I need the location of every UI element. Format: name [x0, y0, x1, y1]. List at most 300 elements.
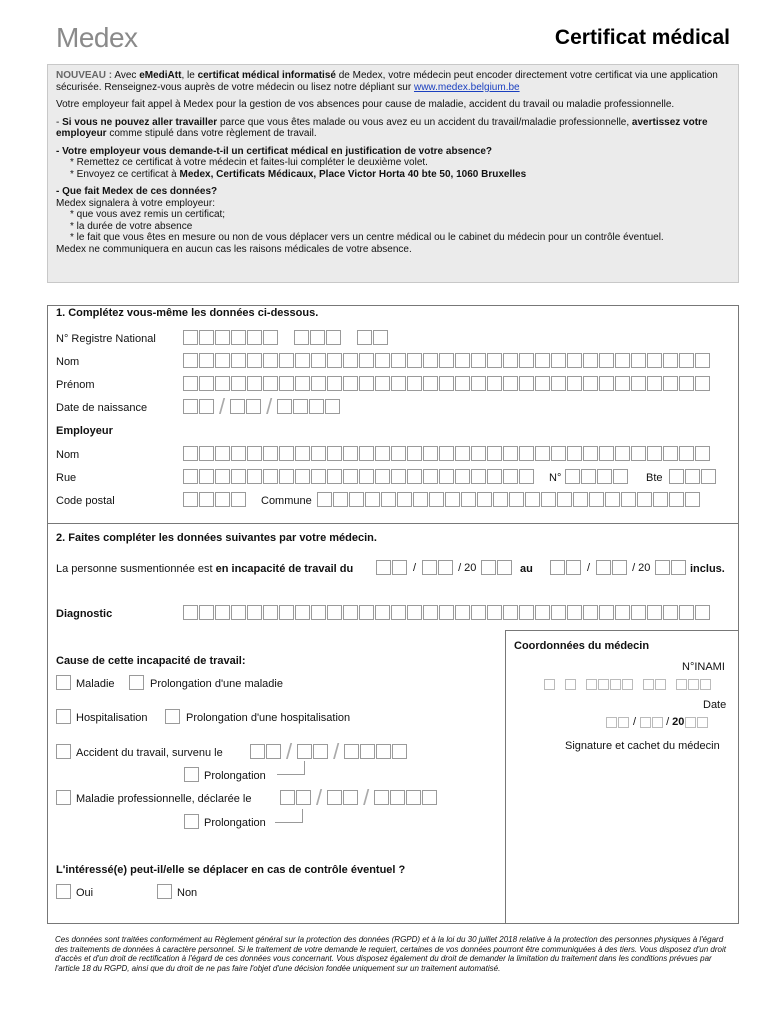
date-from-field[interactable]: / / 20 [376, 560, 512, 575]
char-box[interactable] [471, 376, 486, 391]
char-box[interactable] [669, 492, 684, 507]
cause-label: Cause de cette incapacité de travail: [56, 655, 246, 667]
char-box[interactable] [343, 469, 358, 484]
char-box[interactable] [423, 446, 438, 461]
char-box[interactable] [183, 399, 198, 414]
char-box[interactable] [551, 605, 566, 620]
char-box[interactable] [583, 376, 598, 391]
char-box[interactable] [183, 605, 198, 620]
char-box[interactable] [647, 353, 662, 368]
incapacite-label: La personne susmentionnée est en incapacité de travail du [56, 563, 354, 575]
num-field[interactable] [565, 469, 628, 484]
char-box[interactable] [326, 330, 341, 345]
char-box[interactable] [397, 492, 412, 507]
char-box[interactable] [423, 469, 438, 484]
bte-label: Bte [646, 472, 663, 484]
char-box[interactable] [375, 376, 390, 391]
char-box[interactable] [535, 376, 550, 391]
char-box[interactable] [247, 605, 262, 620]
char-box[interactable] [247, 376, 262, 391]
char-box[interactable] [230, 399, 245, 414]
char-box[interactable] [231, 376, 246, 391]
char-box[interactable] [391, 376, 406, 391]
char-box[interactable] [183, 330, 198, 345]
char-box[interactable] [183, 492, 198, 507]
char-box[interactable] [311, 353, 326, 368]
char-box[interactable] [598, 679, 609, 690]
accident-date-field[interactable] [250, 739, 407, 764]
char-box[interactable] [313, 744, 328, 759]
char-box[interactable] [637, 492, 652, 507]
intro-p3: - Si vous ne pouvez aller travailler parce que vous êtes malade ou vous avez eu un accident du travail/maladie professionnelle, avertissez votre employeur comme stipulé dans votre règlement de travail. [56, 116, 708, 139]
char-box[interactable] [375, 469, 390, 484]
inclus-label: inclus. [690, 563, 725, 575]
char-box[interactable] [519, 469, 534, 484]
char-box[interactable] [266, 744, 281, 759]
char-box[interactable] [622, 679, 633, 690]
char-box[interactable] [279, 469, 294, 484]
char-box[interactable] [445, 492, 460, 507]
date-separator: / [316, 785, 323, 810]
char-box[interactable] [487, 353, 502, 368]
char-box[interactable] [567, 353, 582, 368]
char-box[interactable] [215, 376, 230, 391]
char-box[interactable] [359, 469, 374, 484]
char-box[interactable] [247, 446, 262, 461]
char-box[interactable] [583, 605, 598, 620]
char-box[interactable] [439, 469, 454, 484]
doctor-box [505, 630, 739, 924]
char-box[interactable] [663, 605, 678, 620]
char-box[interactable] [583, 353, 598, 368]
maladie-label: Maladie [76, 678, 115, 690]
gdpr-notice: Ces données sont traitées conformément au Règlement général sur la protection des données (RGPD) et à la loi du 30 juillet 2018 relative à la protection des personnes physiques à l'égard des traitements de données à caractère personnel. Si le traitement de votre demande le requiert, certaines de vos données pourront être communiquées à des tiers. Vous disposez d'un droit d'accès et d'un droit de rectification à l'égard de ces données vous concernant. Vous disposez également du droit de demander la limitation du traitement dans les conditions prévues par l'article 18 du RGPD, ainsi que du droit de ne pas faire l'objet d'une décision fondée uniquement sur un traitement automatisé. [55, 935, 726, 973]
char-box[interactable] [231, 492, 246, 507]
char-box[interactable] [535, 605, 550, 620]
char-box[interactable] [183, 469, 198, 484]
char-box[interactable] [695, 353, 710, 368]
accident-prol-label: Prolongation [204, 770, 266, 782]
char-box[interactable] [375, 446, 390, 461]
char-box[interactable] [391, 469, 406, 484]
char-box[interactable] [263, 446, 278, 461]
char-box[interactable] [429, 492, 444, 507]
char-box[interactable] [349, 492, 364, 507]
cp-field[interactable] [183, 492, 246, 507]
date-separator: / [219, 394, 226, 419]
num-label: N° [549, 472, 562, 484]
char-box[interactable] [343, 790, 358, 805]
char-box[interactable] [215, 469, 230, 484]
char-box[interactable] [263, 353, 278, 368]
char-box[interactable] [551, 376, 566, 391]
char-box[interactable] [583, 446, 598, 461]
char-box[interactable] [407, 469, 422, 484]
char-box[interactable] [231, 469, 246, 484]
char-box[interactable] [333, 492, 348, 507]
oui-label: Oui [76, 887, 94, 899]
char-box[interactable] [215, 353, 230, 368]
char-box[interactable] [359, 376, 374, 391]
char-box[interactable] [679, 605, 694, 620]
char-box[interactable] [615, 446, 630, 461]
char-box[interactable] [279, 446, 294, 461]
prol-hosp-label: Prolongation d'une hospitalisation [186, 712, 351, 724]
char-box[interactable] [471, 446, 486, 461]
char-box[interactable] [519, 376, 534, 391]
char-box[interactable] [343, 353, 358, 368]
char-box[interactable] [406, 790, 421, 805]
char-box[interactable] [685, 469, 700, 484]
char-box[interactable] [263, 376, 278, 391]
char-box[interactable] [471, 469, 486, 484]
char-box[interactable] [455, 353, 470, 368]
char-box[interactable] [581, 469, 596, 484]
char-box[interactable] [183, 376, 198, 391]
char-box[interactable] [311, 446, 326, 461]
char-box[interactable] [655, 679, 666, 690]
char-box[interactable] [295, 353, 310, 368]
diagnostic-field[interactable] [183, 605, 710, 620]
char-box[interactable] [199, 492, 214, 507]
char-box[interactable] [296, 790, 311, 805]
prenom-label: Prénom [56, 379, 95, 391]
char-box[interactable] [215, 330, 230, 345]
char-box[interactable] [247, 469, 262, 484]
char-box[interactable] [519, 446, 534, 461]
section-divider [47, 523, 739, 524]
char-box[interactable] [487, 376, 502, 391]
char-box[interactable] [471, 353, 486, 368]
char-box[interactable] [295, 469, 310, 484]
char-box[interactable] [279, 353, 294, 368]
char-box[interactable] [279, 605, 294, 620]
char-box[interactable] [519, 605, 534, 620]
char-box[interactable] [663, 376, 678, 391]
char-box[interactable] [599, 376, 614, 391]
char-box[interactable] [277, 399, 292, 414]
char-box[interactable] [567, 376, 582, 391]
char-box[interactable] [359, 446, 374, 461]
char-box[interactable] [487, 446, 502, 461]
char-box[interactable] [391, 353, 406, 368]
char-box[interactable] [392, 744, 407, 759]
char-box[interactable] [503, 446, 518, 461]
char-box[interactable] [199, 353, 214, 368]
char-box[interactable] [231, 330, 246, 345]
char-box[interactable] [376, 744, 391, 759]
char-box[interactable] [631, 446, 646, 461]
char-box[interactable] [455, 446, 470, 461]
char-box[interactable] [679, 446, 694, 461]
char-box[interactable] [663, 446, 678, 461]
char-box[interactable] [599, 353, 614, 368]
char-box[interactable] [525, 492, 540, 507]
char-box[interactable] [423, 605, 438, 620]
prol-hosp-checkbox[interactable] [165, 709, 180, 724]
char-box[interactable] [247, 353, 262, 368]
char-box[interactable] [325, 399, 340, 414]
prol-maladie-checkbox[interactable] [129, 675, 144, 690]
char-box[interactable] [439, 376, 454, 391]
char-box[interactable] [643, 679, 654, 690]
char-box[interactable] [439, 446, 454, 461]
char-box[interactable] [359, 605, 374, 620]
char-box[interactable] [557, 492, 572, 507]
char-box[interactable] [295, 446, 310, 461]
commune-field[interactable] [317, 492, 700, 507]
char-box[interactable] [375, 353, 390, 368]
inami-field[interactable] [544, 679, 712, 690]
char-box[interactable] [311, 605, 326, 620]
char-box[interactable] [688, 679, 699, 690]
nom-field[interactable] [183, 353, 710, 368]
char-box[interactable] [215, 492, 230, 507]
date-label: Date [703, 699, 727, 711]
char-box[interactable] [360, 744, 375, 759]
char-box[interactable] [390, 790, 405, 805]
char-box[interactable] [183, 353, 198, 368]
char-box[interactable] [310, 330, 325, 345]
char-box[interactable] [503, 353, 518, 368]
char-box[interactable] [503, 469, 518, 484]
char-box[interactable] [605, 492, 620, 507]
char-box[interactable] [599, 605, 614, 620]
char-box[interactable] [503, 376, 518, 391]
char-box[interactable] [391, 446, 406, 461]
intro-q1: - Votre employeur vous demande-t-il un certificat médical en justification de votre absence? * Remettez ce certificat à votre médecin et faites-lui compléter le deuxième volet. * Envoyez ce certificat à Medex, Certificats Médicaux, Place Victor Horta 40 bte 50, 1060 Bruxelles [56, 145, 527, 180]
intro-q2: - Que fait Medex de ces données? Medex signalera à votre employeur: * que vous avez remis un certificat; * la durée de votre absence * le fait que vous êtes en mesure ou non de vous déplacer vers un centre médical ou le cabinet du médecin pour un contrôle éventuel. Medex ne communiquera en aucun cas les raisons médicales de votre absence. [56, 186, 664, 255]
char-box[interactable] [295, 605, 310, 620]
char-box[interactable] [615, 605, 630, 620]
char-box[interactable] [297, 744, 312, 759]
char-box[interactable] [263, 469, 278, 484]
char-box[interactable] [263, 330, 278, 345]
char-box[interactable] [407, 376, 422, 391]
dob-field[interactable] [183, 394, 340, 419]
char-box[interactable] [280, 790, 295, 805]
char-box[interactable] [374, 790, 389, 805]
char-box[interactable] [621, 492, 636, 507]
char-box[interactable] [519, 353, 534, 368]
char-box[interactable] [565, 469, 580, 484]
char-box[interactable] [669, 469, 684, 484]
bte-field[interactable] [669, 469, 716, 484]
char-box[interactable] [279, 376, 294, 391]
char-box[interactable] [250, 744, 265, 759]
char-box[interactable] [477, 492, 492, 507]
hosp-checkbox[interactable] [56, 709, 71, 724]
char-box[interactable] [461, 492, 476, 507]
char-box[interactable] [599, 446, 614, 461]
char-box[interactable] [597, 469, 612, 484]
char-box[interactable] [676, 679, 687, 690]
emp-nom-field[interactable] [183, 446, 710, 461]
char-box[interactable] [231, 446, 246, 461]
char-box[interactable] [413, 492, 428, 507]
char-box[interactable] [455, 605, 470, 620]
char-box[interactable] [407, 446, 422, 461]
char-box[interactable] [357, 330, 372, 345]
char-box[interactable] [647, 376, 662, 391]
arrow-icon [277, 761, 305, 775]
page-title: Certificat médical [554, 26, 730, 49]
char-box[interactable] [503, 605, 518, 620]
intro-box [47, 64, 739, 283]
char-box[interactable] [551, 353, 566, 368]
char-box[interactable] [231, 605, 246, 620]
char-box[interactable] [631, 353, 646, 368]
char-box[interactable] [311, 376, 326, 391]
char-box[interactable] [631, 605, 646, 620]
char-box[interactable] [695, 446, 710, 461]
intro-p1: NOUVEAU : Avec eMediAtt, le certificat médical informatisé de Medex, votre médecin peut encoder directement votre certificat via une application sécurisée. Renseignez-vous auprès de votre médecin ou lisez notre dépliant sur www.medex.belgium.be [56, 70, 718, 93]
char-box[interactable] [231, 353, 246, 368]
char-box[interactable] [215, 446, 230, 461]
char-box[interactable] [679, 353, 694, 368]
char-box[interactable] [295, 376, 310, 391]
char-box[interactable] [423, 353, 438, 368]
char-box[interactable] [439, 605, 454, 620]
maladie-checkbox[interactable] [56, 675, 71, 690]
char-box[interactable] [375, 605, 390, 620]
char-box[interactable] [246, 399, 261, 414]
char-box[interactable] [199, 376, 214, 391]
section1-title: 1. Complétez vous-même les données ci-dessous. [56, 307, 319, 319]
maladie-pro-date-field[interactable] [280, 785, 437, 810]
date-separator: / [266, 394, 273, 419]
char-box[interactable] [199, 605, 214, 620]
au-label: au [520, 563, 533, 575]
char-box[interactable] [309, 399, 324, 414]
char-box[interactable] [695, 376, 710, 391]
char-box[interactable] [247, 330, 262, 345]
char-box[interactable] [653, 492, 668, 507]
char-box[interactable] [589, 492, 604, 507]
char-box[interactable] [647, 605, 662, 620]
char-box[interactable] [567, 605, 582, 620]
date-to-field[interactable]: / / 20 [550, 560, 686, 575]
cp-label: Code postal [56, 495, 115, 507]
oui-checkbox[interactable] [56, 884, 71, 899]
char-box[interactable] [565, 679, 576, 690]
char-box[interactable] [344, 744, 359, 759]
date-separator: / [286, 739, 293, 764]
char-box[interactable] [544, 679, 555, 690]
employeur-label: Employeur [56, 425, 113, 437]
char-box[interactable] [215, 605, 230, 620]
char-box[interactable] [359, 353, 374, 368]
char-box[interactable] [586, 679, 597, 690]
char-box[interactable] [183, 446, 198, 461]
maladie-pro-checkbox[interactable] [56, 790, 71, 805]
char-box[interactable] [471, 605, 486, 620]
char-box[interactable] [407, 605, 422, 620]
char-box[interactable] [535, 446, 550, 461]
char-box[interactable] [199, 469, 214, 484]
char-box[interactable] [343, 376, 358, 391]
char-box[interactable] [422, 790, 437, 805]
char-box[interactable] [365, 492, 380, 507]
char-box[interactable] [293, 399, 308, 414]
char-box[interactable] [294, 330, 309, 345]
prenom-field[interactable] [183, 376, 710, 391]
char-box[interactable] [263, 605, 278, 620]
char-box[interactable] [663, 353, 678, 368]
char-box[interactable] [381, 492, 396, 507]
char-box[interactable] [439, 353, 454, 368]
rrn-field[interactable] [183, 330, 388, 345]
char-box[interactable] [343, 605, 358, 620]
medex-logo: Medex [56, 22, 138, 53]
char-box[interactable] [551, 446, 566, 461]
char-box[interactable] [701, 469, 716, 484]
char-box[interactable] [509, 492, 524, 507]
accident-label: Accident du travail, survenu le [76, 747, 223, 759]
rue-label: Rue [56, 472, 77, 484]
char-box[interactable] [573, 492, 588, 507]
accident-prol-checkbox[interactable] [184, 767, 199, 782]
accident-checkbox[interactable] [56, 744, 71, 759]
char-box[interactable] [327, 790, 342, 805]
char-box[interactable] [647, 446, 662, 461]
rue-field[interactable] [183, 469, 534, 484]
char-box[interactable] [567, 446, 582, 461]
char-box[interactable] [199, 330, 214, 345]
char-box[interactable] [199, 446, 214, 461]
non-checkbox[interactable] [157, 884, 172, 899]
char-box[interactable] [535, 353, 550, 368]
char-box[interactable] [423, 376, 438, 391]
char-box[interactable] [493, 492, 508, 507]
char-box[interactable] [199, 399, 214, 414]
char-box[interactable] [487, 469, 502, 484]
char-box[interactable] [373, 330, 388, 345]
char-box[interactable] [407, 353, 422, 368]
char-box[interactable] [327, 353, 342, 368]
char-box[interactable] [700, 679, 711, 690]
char-box[interactable] [311, 469, 326, 484]
char-box[interactable] [343, 446, 358, 461]
char-box[interactable] [615, 353, 630, 368]
char-box[interactable] [455, 376, 470, 391]
char-box[interactable] [487, 605, 502, 620]
char-box[interactable] [685, 492, 700, 507]
inami-label: N°INAMI [682, 661, 725, 673]
char-box[interactable] [391, 605, 406, 620]
char-box[interactable] [679, 376, 694, 391]
char-box[interactable] [541, 492, 556, 507]
char-box[interactable] [455, 469, 470, 484]
maladie-pro-label: Maladie professionnelle, déclarée le [76, 793, 252, 805]
signature-label: Signature et cachet du médecin [565, 740, 720, 752]
char-box[interactable] [610, 679, 621, 690]
char-box[interactable] [695, 605, 710, 620]
medex-link[interactable]: www.medex.belgium.be [413, 81, 520, 93]
char-box[interactable] [327, 469, 342, 484]
maladie-pro-prol-checkbox[interactable] [184, 814, 199, 829]
prol-maladie-label: Prolongation d'une maladie [150, 678, 283, 690]
char-box[interactable] [327, 605, 342, 620]
intro-p2: Votre employeur fait appel à Medex pour la gestion de vos absences pour cause de maladie, accident du travail ou maladie professionnelle. [56, 99, 675, 110]
char-box[interactable] [317, 492, 332, 507]
char-box[interactable] [615, 376, 630, 391]
char-box[interactable] [631, 376, 646, 391]
char-box[interactable] [327, 376, 342, 391]
char-box[interactable] [613, 469, 628, 484]
char-box[interactable] [327, 446, 342, 461]
doctor-date-field[interactable]: / / 20 [606, 716, 708, 728]
